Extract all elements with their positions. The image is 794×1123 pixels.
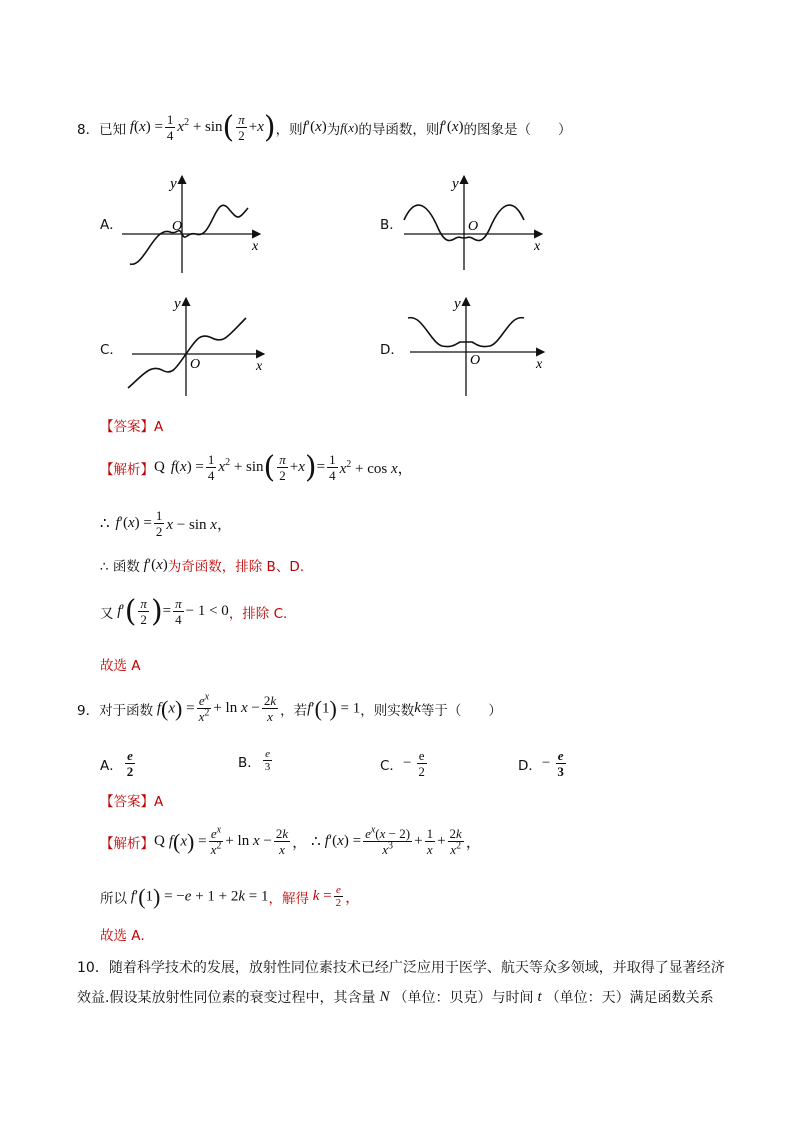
x-label: x	[534, 239, 541, 254]
answer-value: A	[154, 419, 164, 435]
y-label: y	[452, 176, 459, 192]
q8-option-d-label: D．	[380, 342, 404, 358]
q8-analysis-line-4: 又 f′ ( $\frac{\pi}{2}$ ) = $\frac{\pi}{4}$ − 1 < 0 ，排除 C.	[100, 593, 288, 629]
curve	[130, 205, 248, 264]
q9-option-b: B． $\frac{e}{3}$	[238, 748, 271, 773]
q8-analysis-line-3: ∴ 函数 f′(x) 为奇函数，排除 B、D.	[100, 556, 305, 575]
q8-graph-a	[120, 168, 270, 278]
q10-line-2: 效益.假设某放射性同位素的衰变过程中，其含量 N （单位：贝克）与时间 t （单位：天）满足函数关系	[77, 988, 714, 1006]
frac-1-4: $\frac{1}{4}$	[166, 112, 174, 143]
q8-graph-b	[400, 168, 550, 278]
q8-option-c-label: C．	[100, 342, 123, 358]
q9-lead: 对于函数	[99, 702, 154, 719]
q9-analysis-line-2: 所以 f′(1) = −e + 1 + 2k = 1 ，解得 k = $\frac{e}{2}$ ，	[100, 883, 361, 909]
answer-label: 【答案】	[100, 419, 154, 435]
q9-option-a: A． $\frac{e}{2}$	[100, 748, 134, 779]
q8-number: 8．	[77, 121, 100, 138]
y-label: y	[174, 296, 181, 312]
q8-analysis-line-2: ∴ f′(x) = $\frac{1}{2}$ x − sin x，	[100, 508, 232, 539]
q8-analysis-line-1: 【解析】 Q f(x) = $\frac{1}{4}$ $x^2 + \sin$ ( $\frac{\pi}{2}$ +x ) = $\frac{1}{4}$ $x^2 + \cos x$，	[100, 449, 413, 485]
x-label: x	[536, 357, 543, 372]
q9-answer	[100, 790, 163, 810]
q8-graph-d	[400, 290, 550, 400]
q8-answer	[100, 415, 163, 435]
x-label: x	[252, 239, 259, 254]
q9-stem: 9． 对于函数 f(x) = $\frac{e^x}{x^2}$ + ln x − $\frac{2k}{x}$ ，若 f′(1) = 1 ，则实数 k 等于（ ）	[77, 691, 502, 724]
q8-graph-c	[120, 290, 270, 400]
answer-value: A	[154, 794, 164, 810]
var-n: N	[379, 988, 390, 1005]
q8-conclusion: 故选 A	[100, 658, 141, 674]
origin-label: O	[470, 353, 481, 368]
y-label: y	[170, 176, 177, 192]
q8-option-a-label: A．	[100, 217, 123, 233]
x-label: x	[256, 359, 263, 374]
y-label: y	[454, 296, 461, 312]
q9-analysis-line-1: 【解析】 Q f(x) = $\frac{e^x}{x^2}$ + ln x − $\frac{2k}{x}$ ， ∴ f′(x) = $\frac{e^x(x - 2)}{x^3}$ + $\frac{1}{x}$ + $\frac{2k}{x^2}$ ，	[100, 824, 481, 857]
q9-number: 9．	[77, 702, 100, 719]
q8-lead: 已知	[99, 121, 127, 138]
frac-pi-2: $\frac{\pi}{2}$	[238, 112, 245, 143]
q8-stem: 8． 已知 f(x) = $\frac{1}{4}$ $x^2 + \sin$ ( $\frac{\pi}{2}$ +x ) ，则 f′(x) 为 f(x) 的导函数，则 f′(x) 的图象是（ ）	[77, 109, 572, 145]
curve	[128, 318, 246, 388]
q8-option-b-label: B．	[380, 217, 403, 233]
q10-line-1: 10．随着科学技术的发展，放射性同位素技术已经广泛应用于医学、航天等众多领域，并取得了显著经济	[77, 960, 725, 976]
q9-option-c: C． − $\frac{e}{2}$	[380, 748, 425, 779]
q9-conclusion: 故选 A．	[100, 928, 155, 944]
q8-formula: f(x) =	[126, 119, 163, 135]
origin-label: O	[190, 357, 201, 372]
answer-label: 【答案】	[100, 794, 154, 810]
q9-option-d: D． − $\frac{e}{3}$	[518, 748, 564, 779]
var-t: t	[537, 988, 542, 1005]
analysis-label: 【解析】	[100, 461, 154, 478]
origin-label: O	[172, 219, 183, 234]
origin-label: O	[468, 219, 479, 234]
